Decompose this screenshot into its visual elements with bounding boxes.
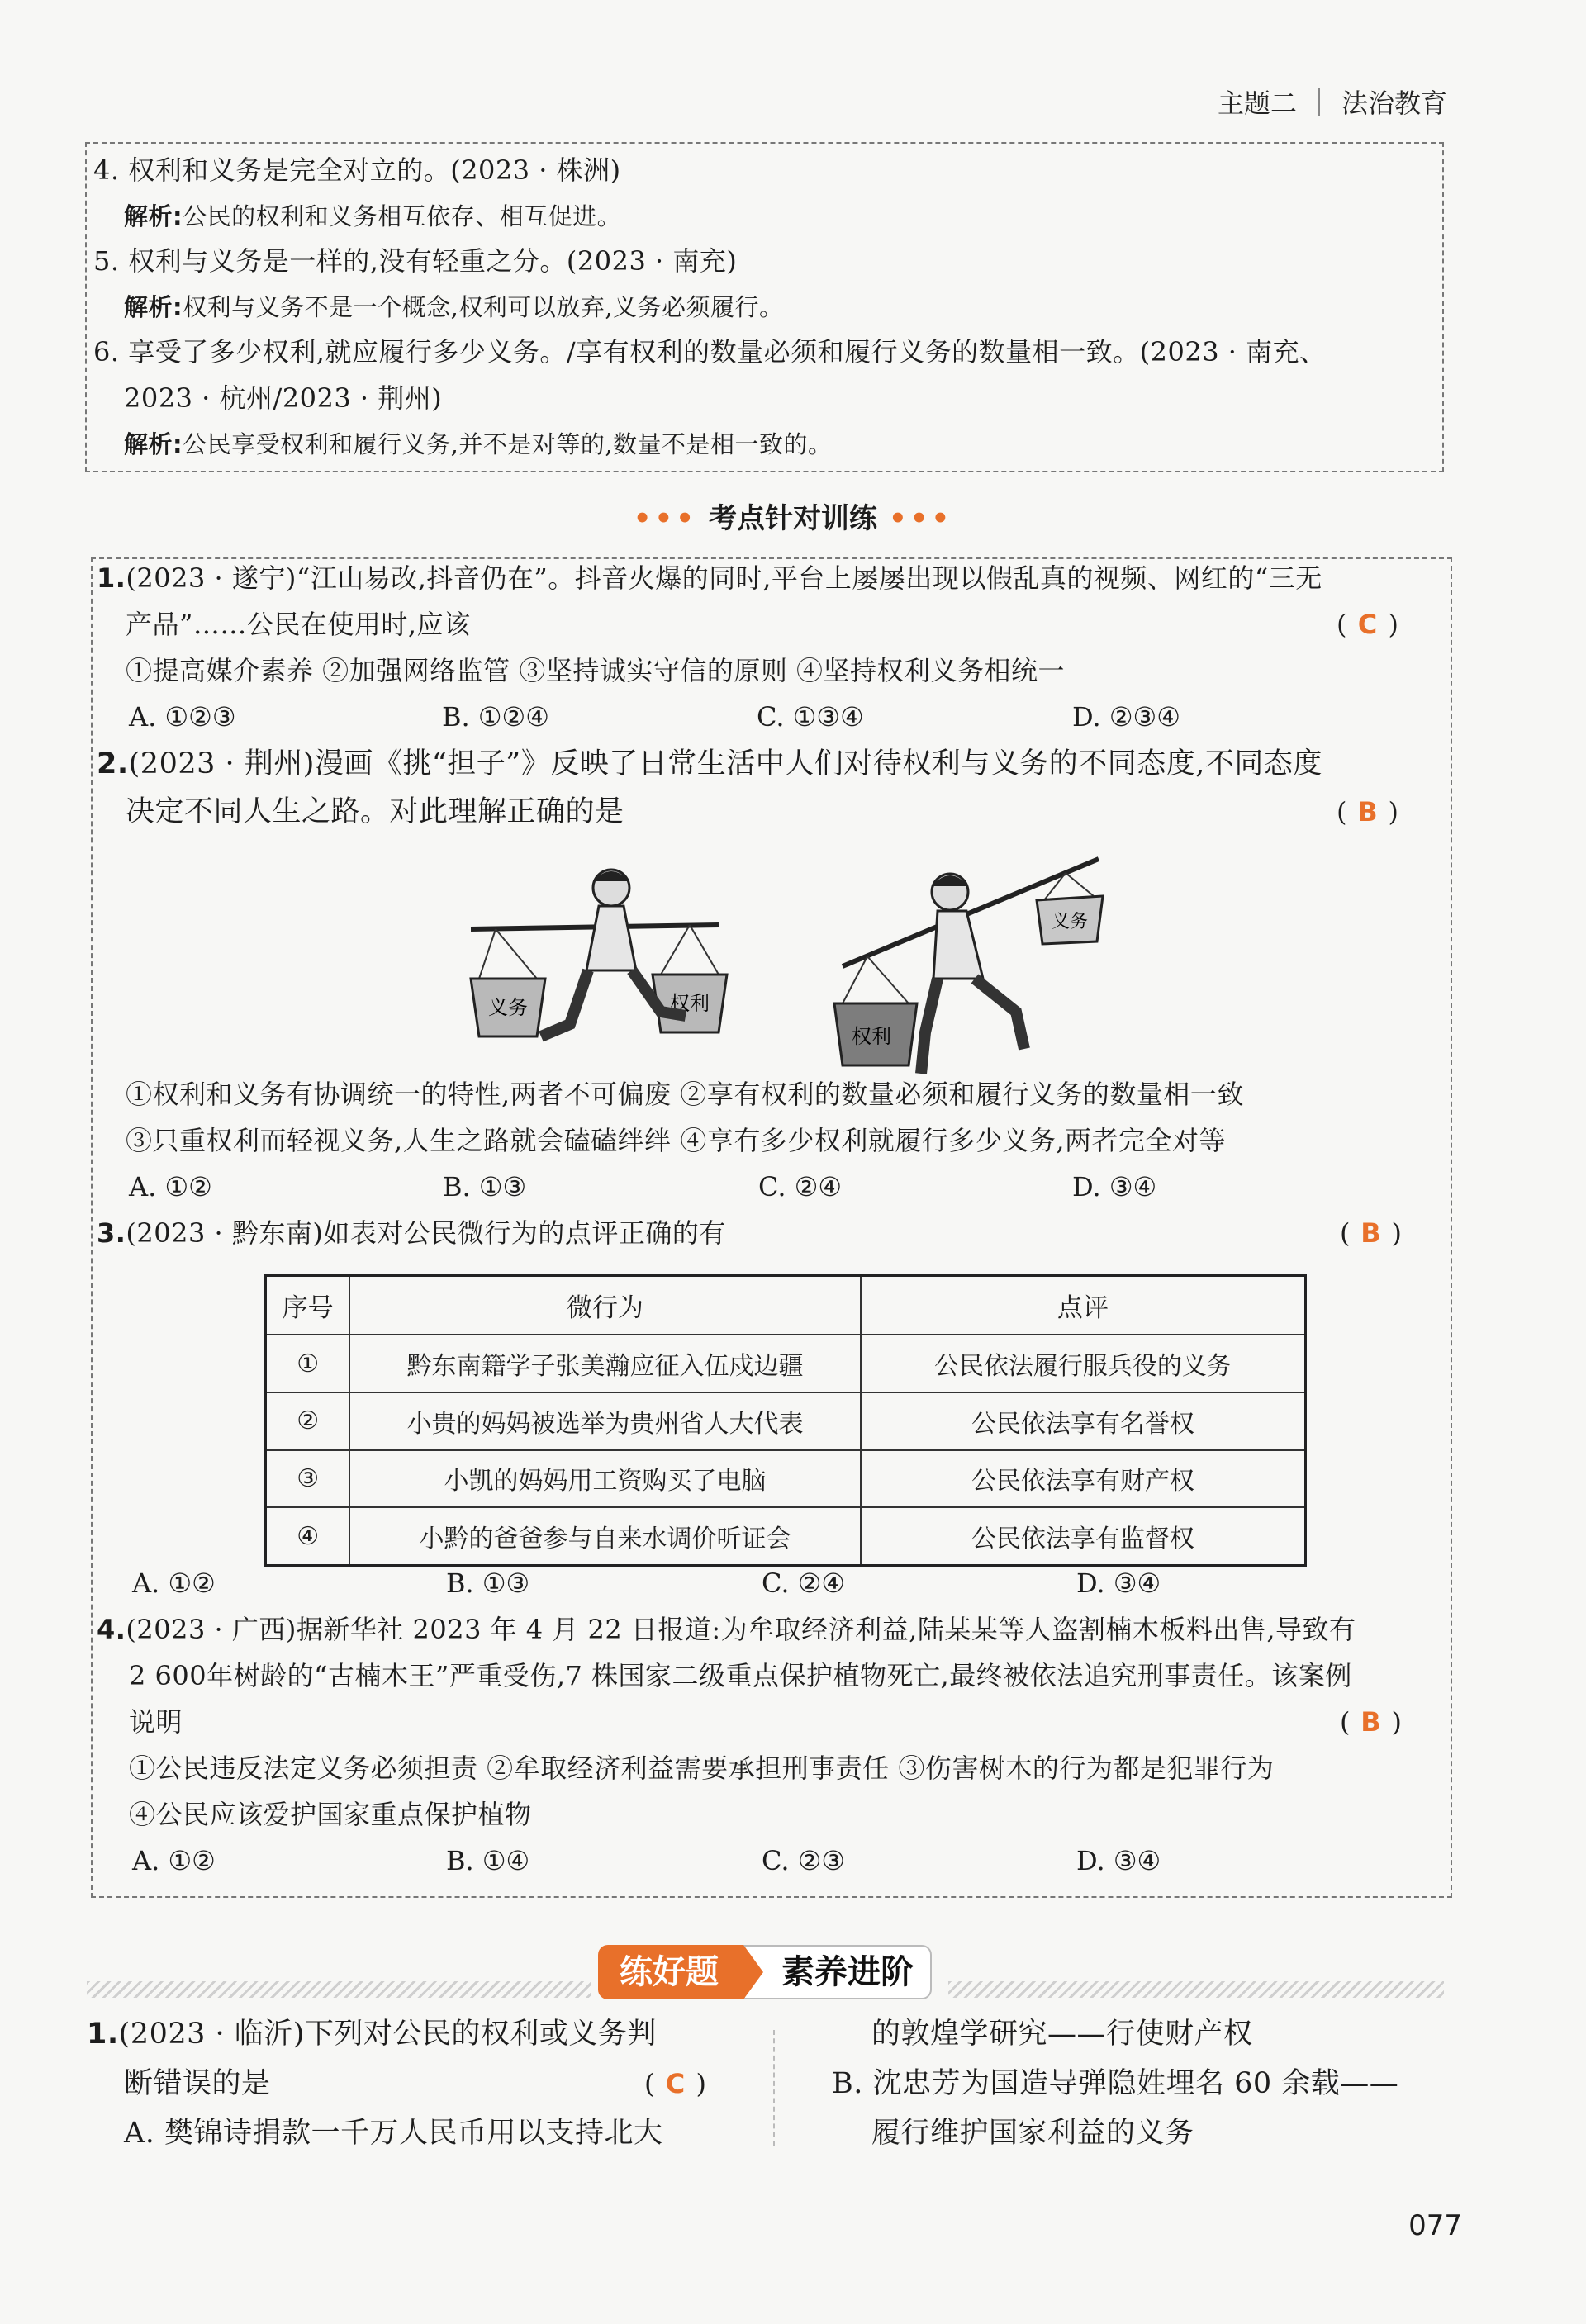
q2-option-d: D. ③④ [1072, 1171, 1157, 1202]
table-row [266, 1335, 1306, 1392]
column-divider [773, 2030, 775, 2146]
q4-option-c: C. ②③ [762, 1845, 846, 1876]
banner-left: 练好题 [598, 1945, 743, 1999]
basket-label: 义务 [488, 996, 528, 1019]
cartoon-illustration [446, 847, 1148, 1086]
running-header [1218, 83, 1447, 121]
review-statement-6: 6. 享受了多少权利,就应履行多少义务。/享有权利的数量必须和履行义务的数量相一致。(2023 · 南充、 [93, 336, 1327, 368]
header-divider [1318, 88, 1320, 116]
right-figure [834, 859, 1103, 1074]
table-cell: ① [266, 1335, 350, 1392]
q4-text-line2: 2 600年树龄的“古楠木王”严重受伤,7 株国家二级重点保护植物死亡,最终被依法追究刑事责任。该案例 [129, 1660, 1352, 1691]
section-title: ••• 考点针对训练 ••• [633, 502, 953, 535]
q2-option-a: A. ①② [129, 1171, 212, 1202]
table-cell: 公民依法享有监督权 [861, 1507, 1306, 1565]
q4-answer: ( B ) [1340, 1706, 1402, 1738]
review-statement-4: 4. 权利和义务是完全对立的。(2023 · 株洲) [93, 154, 621, 186]
review-statement-6-cont: 2023 · 杭州/2023 · 荆州) [124, 382, 443, 414]
q2-text-line2: 决定不同人生之路。对此理解正确的是 [126, 795, 624, 828]
q2-items-line2: ③只重权利而轻视义务,人生之路就会磕磕绊绊 ④享有多少权利就履行多少义务,两者完全对等 [126, 1125, 1227, 1156]
q4-text-line1: 4.(2023 · 广西)据新华社 2023 年 4 月 22 日报道:为牟取经济利益,陆某某等人盗割楠木板料出售,导致有 [97, 1614, 1356, 1645]
q1-answer: ( C ) [1337, 609, 1398, 640]
review-analysis-6: 解析:公民享受权利和履行义务,并不是对等的,数量不是相一致的。 [124, 430, 833, 458]
q1-text-line2: 产品”……公民在使用时,应该 [126, 609, 471, 640]
practice-option-b-line2: 履行维护国家利益的义务 [871, 2117, 1194, 2150]
section-banner [598, 1945, 932, 1999]
table-row [266, 1450, 1306, 1508]
q3-answer: ( B ) [1340, 1217, 1402, 1249]
table-cell: 小凯的妈妈用工资购买了电脑 [349, 1450, 860, 1508]
basket-label: 权利 [852, 1025, 891, 1048]
page-number: 077 [1408, 2209, 1462, 2242]
practice-text-line2: 断错误的是 [124, 2067, 271, 2100]
banner-stripe-left [87, 1981, 591, 1998]
micro-behavior-table [264, 1274, 1307, 1567]
table-header-cell: 点评 [861, 1276, 1306, 1335]
table-cell: 小黔的爸爸参与自来水调价听证会 [349, 1507, 860, 1565]
q4-items-line2: ④公民应该爱护国家重点保护植物 [129, 1799, 532, 1830]
practice-text-line1: 1.(2023 · 临沂)下列对公民的权利或义务判 [87, 2018, 657, 2051]
q3-option-d: D. ③④ [1076, 1568, 1161, 1599]
q1-option-c: C. ①③④ [757, 701, 864, 733]
q4-text-line3: 说明 [129, 1706, 183, 1738]
q2-text-line1: 2.(2023 · 荆州)漫画《挑“担子”》反映了日常生活中人们对待权利与义务的不同态度,不同态度 [97, 747, 1322, 780]
header-subject: 法治教育 [1341, 88, 1447, 119]
q1-option-d: D. ②③④ [1072, 701, 1180, 733]
q4-option-b: B. ①④ [446, 1845, 530, 1876]
q4-option-a: A. ①② [132, 1845, 216, 1876]
header-topic: 主题二 [1217, 88, 1297, 119]
table-header-cell: 微行为 [349, 1276, 860, 1335]
table-cell: 公民依法享有财产权 [861, 1450, 1306, 1508]
q4-items-line1: ①公民违反法定义务必须担责 ②牟取经济利益需要承担刑事责任 ③伤害树木的行为都是犯罪行为 [129, 1752, 1275, 1784]
banner-stripe-right [948, 1981, 1444, 1998]
q3-option-b: B. ①③ [446, 1568, 530, 1599]
q3-text-line1: 3.(2023 · 黔东南)如表对公民微行为的点评正确的有 [97, 1217, 726, 1249]
table-header-cell: 序号 [266, 1276, 350, 1335]
practice-option-a-line2: 的敦煌学研究——行使财产权 [871, 2018, 1253, 2051]
q3-option-a: A. ①② [132, 1568, 216, 1599]
q2-option-b: B. ①③ [443, 1171, 527, 1202]
banner-right: 素养进阶 [743, 1945, 932, 1999]
table-cell: ④ [266, 1507, 350, 1565]
basket-label: 义务 [1051, 912, 1089, 932]
q3-option-c: C. ②④ [762, 1568, 846, 1599]
review-statement-5: 5. 权利与义务是一样的,没有轻重之分。(2023 · 南充) [93, 245, 738, 277]
q2-option-c: C. ②④ [758, 1171, 843, 1202]
review-analysis-5: 解析:权利与义务不是一个概念,权利可以放弃,义务必须履行。 [124, 293, 784, 321]
q1-items: ①提高媒介素养 ②加强网络监管 ③坚持诚实守信的原则 ④坚持权利义务相统一 [126, 655, 1066, 686]
practice-answer: ( C ) [644, 2068, 706, 2099]
table-cell: 黔东南籍学子张美瀚应征入伍戍边疆 [349, 1335, 860, 1392]
table-cell: 公民依法履行服兵役的义务 [861, 1335, 1306, 1392]
q2-items-line1: ①权利和义务有协调统一的特性,两者不可偏废 ②享有权利的数量必须和履行义务的数量相一致 [126, 1079, 1244, 1110]
q1-text-line1: 1.(2023 · 遂宁)“江山易改,抖音仍在”。抖音火爆的同时,平台上屡屡出现以假乱真的视频、网红的“三无 [97, 562, 1322, 594]
table-cell: 小贵的妈妈被选举为贵州省人大代表 [349, 1392, 860, 1450]
q2-answer: ( B ) [1337, 796, 1398, 828]
basket-label: 权利 [670, 992, 710, 1015]
q1-option-a: A. ①②③ [129, 701, 236, 733]
practice-option-a-line1: A. 樊锦诗捐款一千万人民币用以支持北大 [124, 2117, 663, 2150]
table-header-row [266, 1276, 1306, 1335]
review-analysis-4: 解析:公民的权利和义务相互依存、相互促进。 [124, 202, 622, 230]
practice-option-b-line1: B. 沈忠芳为国造导弹隐姓埋名 60 余载—— [832, 2067, 1399, 2100]
table-row [266, 1507, 1306, 1565]
table-cell: ③ [266, 1450, 350, 1508]
table-row [266, 1392, 1306, 1450]
q1-option-b: B. ①②④ [442, 701, 549, 733]
table-cell: 公民依法享有名誉权 [861, 1392, 1306, 1450]
q4-option-d: D. ③④ [1076, 1845, 1161, 1876]
table-cell: ② [266, 1392, 350, 1450]
left-figure [471, 870, 727, 1036]
